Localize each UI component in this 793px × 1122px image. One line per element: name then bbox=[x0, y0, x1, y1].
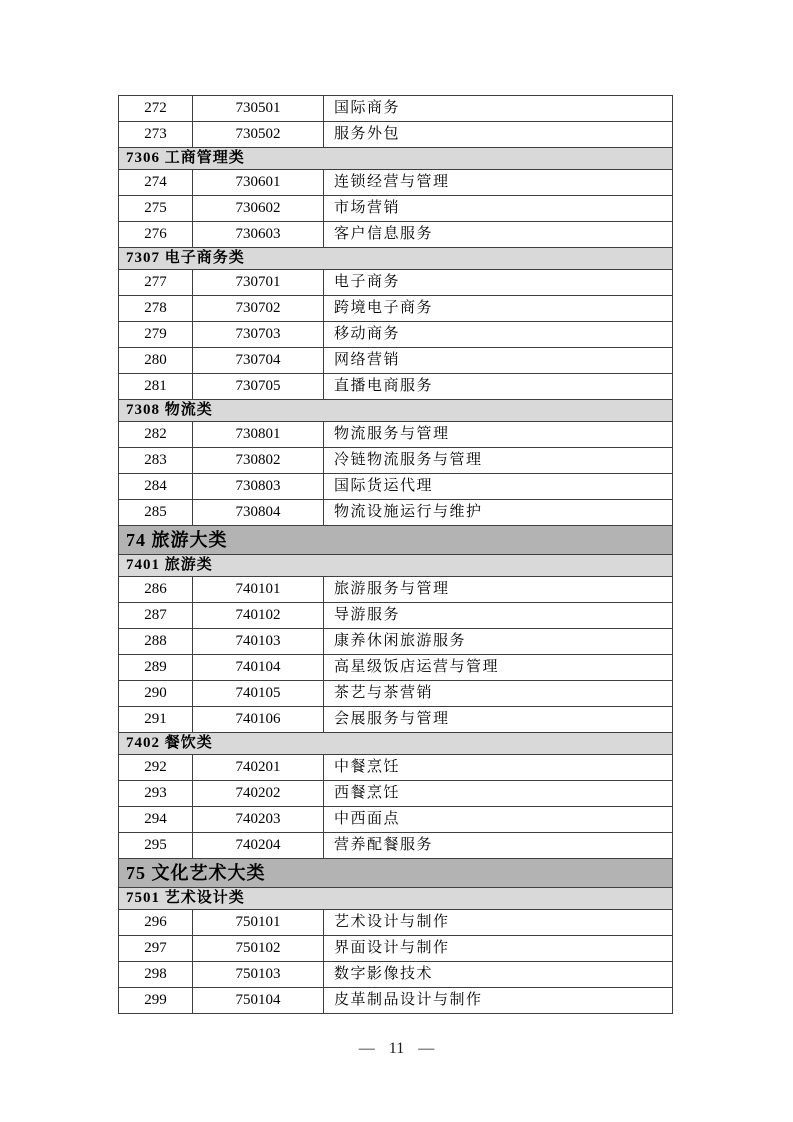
table-row bbox=[119, 422, 673, 448]
table-row bbox=[119, 122, 673, 148]
name-cell: 中餐烹饪 bbox=[324, 755, 673, 781]
code-cell: 730601 bbox=[193, 170, 324, 196]
seq-cell: 285 bbox=[119, 500, 193, 526]
seq-cell: 284 bbox=[119, 474, 193, 500]
subcategory-header-row bbox=[119, 400, 673, 422]
table-row bbox=[119, 170, 673, 196]
category-header-label: 74 旅游大类 bbox=[119, 526, 673, 555]
code-cell: 730502 bbox=[193, 122, 324, 148]
seq-cell: 277 bbox=[119, 270, 193, 296]
table-body bbox=[119, 96, 673, 1014]
name-cell: 营养配餐服务 bbox=[324, 833, 673, 859]
name-cell: 界面设计与制作 bbox=[324, 936, 673, 962]
name-cell: 市场营销 bbox=[324, 196, 673, 222]
seq-cell: 279 bbox=[119, 322, 193, 348]
table-row bbox=[119, 296, 673, 322]
category-header-label: 75 文化艺术大类 bbox=[119, 859, 673, 888]
code-cell: 730501 bbox=[193, 96, 324, 122]
seq-cell: 295 bbox=[119, 833, 193, 859]
name-cell: 国际货运代理 bbox=[324, 474, 673, 500]
code-cell: 730701 bbox=[193, 270, 324, 296]
table-row bbox=[119, 655, 673, 681]
seq-cell: 278 bbox=[119, 296, 193, 322]
seq-cell: 289 bbox=[119, 655, 193, 681]
code-cell: 750102 bbox=[193, 936, 324, 962]
category-header-row bbox=[119, 859, 673, 888]
table-row bbox=[119, 222, 673, 248]
code-cell: 740203 bbox=[193, 807, 324, 833]
table-row bbox=[119, 196, 673, 222]
name-cell: 旅游服务与管理 bbox=[324, 577, 673, 603]
seq-cell: 287 bbox=[119, 603, 193, 629]
code-cell: 740102 bbox=[193, 603, 324, 629]
code-cell: 730602 bbox=[193, 196, 324, 222]
name-cell: 服务外包 bbox=[324, 122, 673, 148]
name-cell: 西餐烹饪 bbox=[324, 781, 673, 807]
name-cell: 导游服务 bbox=[324, 603, 673, 629]
code-cell: 740104 bbox=[193, 655, 324, 681]
name-cell: 冷链物流服务与管理 bbox=[324, 448, 673, 474]
code-cell: 730702 bbox=[193, 296, 324, 322]
table-row bbox=[119, 681, 673, 707]
subcategory-header-label: 7308 物流类 bbox=[119, 400, 673, 422]
code-cell: 730703 bbox=[193, 322, 324, 348]
name-cell: 中西面点 bbox=[324, 807, 673, 833]
majors-table bbox=[118, 95, 673, 1014]
code-cell: 750103 bbox=[193, 962, 324, 988]
subcategory-header-row bbox=[119, 148, 673, 170]
table-row bbox=[119, 781, 673, 807]
seq-cell: 294 bbox=[119, 807, 193, 833]
table-row bbox=[119, 474, 673, 500]
subcategory-header-row bbox=[119, 733, 673, 755]
code-cell: 740101 bbox=[193, 577, 324, 603]
seq-cell: 296 bbox=[119, 910, 193, 936]
seq-cell: 297 bbox=[119, 936, 193, 962]
seq-cell: 272 bbox=[119, 96, 193, 122]
code-cell: 750101 bbox=[193, 910, 324, 936]
name-cell: 康养休闲旅游服务 bbox=[324, 629, 673, 655]
table-row bbox=[119, 910, 673, 936]
seq-cell: 280 bbox=[119, 348, 193, 374]
seq-cell: 282 bbox=[119, 422, 193, 448]
seq-cell: 274 bbox=[119, 170, 193, 196]
name-cell: 物流服务与管理 bbox=[324, 422, 673, 448]
page-number: — 11 — bbox=[358, 1040, 435, 1057]
seq-cell: 291 bbox=[119, 707, 193, 733]
code-cell: 740201 bbox=[193, 755, 324, 781]
table-row bbox=[119, 322, 673, 348]
name-cell: 皮革制品设计与制作 bbox=[324, 988, 673, 1014]
seq-cell: 281 bbox=[119, 374, 193, 400]
seq-cell: 290 bbox=[119, 681, 193, 707]
name-cell: 高星级饭店运营与管理 bbox=[324, 655, 673, 681]
name-cell: 艺术设计与制作 bbox=[324, 910, 673, 936]
seq-cell: 288 bbox=[119, 629, 193, 655]
name-cell: 茶艺与茶营销 bbox=[324, 681, 673, 707]
name-cell: 电子商务 bbox=[324, 270, 673, 296]
subcategory-header-row bbox=[119, 555, 673, 577]
seq-cell: 293 bbox=[119, 781, 193, 807]
name-cell: 物流设施运行与维护 bbox=[324, 500, 673, 526]
table-row bbox=[119, 577, 673, 603]
table-row bbox=[119, 936, 673, 962]
code-cell: 730802 bbox=[193, 448, 324, 474]
code-cell: 750104 bbox=[193, 988, 324, 1014]
code-cell: 730704 bbox=[193, 348, 324, 374]
seq-cell: 292 bbox=[119, 755, 193, 781]
code-cell: 740204 bbox=[193, 833, 324, 859]
seq-cell: 276 bbox=[119, 222, 193, 248]
subcategory-header-label: 7307 电子商务类 bbox=[119, 248, 673, 270]
name-cell: 移动商务 bbox=[324, 322, 673, 348]
subcategory-header-label: 7306 工商管理类 bbox=[119, 148, 673, 170]
table-row bbox=[119, 500, 673, 526]
seq-cell: 273 bbox=[119, 122, 193, 148]
table-row bbox=[119, 270, 673, 296]
name-cell: 网络营销 bbox=[324, 348, 673, 374]
name-cell: 国际商务 bbox=[324, 96, 673, 122]
table-row bbox=[119, 96, 673, 122]
table-row bbox=[119, 629, 673, 655]
seq-cell: 298 bbox=[119, 962, 193, 988]
seq-cell: 275 bbox=[119, 196, 193, 222]
subcategory-header-row bbox=[119, 888, 673, 910]
name-cell: 数字影像技术 bbox=[324, 962, 673, 988]
table-row bbox=[119, 707, 673, 733]
seq-cell: 283 bbox=[119, 448, 193, 474]
name-cell: 客户信息服务 bbox=[324, 222, 673, 248]
code-cell: 730705 bbox=[193, 374, 324, 400]
subcategory-header-label: 7401 旅游类 bbox=[119, 555, 673, 577]
code-cell: 740105 bbox=[193, 681, 324, 707]
code-cell: 740202 bbox=[193, 781, 324, 807]
name-cell: 连锁经营与管理 bbox=[324, 170, 673, 196]
category-header-row bbox=[119, 526, 673, 555]
name-cell: 跨境电子商务 bbox=[324, 296, 673, 322]
table-row bbox=[119, 448, 673, 474]
code-cell: 740106 bbox=[193, 707, 324, 733]
subcategory-header-row bbox=[119, 248, 673, 270]
table-row bbox=[119, 374, 673, 400]
table-row bbox=[119, 603, 673, 629]
code-cell: 730804 bbox=[193, 500, 324, 526]
seq-cell: 299 bbox=[119, 988, 193, 1014]
code-cell: 730803 bbox=[193, 474, 324, 500]
table-row bbox=[119, 807, 673, 833]
name-cell: 直播电商服务 bbox=[324, 374, 673, 400]
table-row bbox=[119, 348, 673, 374]
name-cell: 会展服务与管理 bbox=[324, 707, 673, 733]
code-cell: 730801 bbox=[193, 422, 324, 448]
code-cell: 730603 bbox=[193, 222, 324, 248]
subcategory-header-label: 7402 餐饮类 bbox=[119, 733, 673, 755]
table-row bbox=[119, 755, 673, 781]
table-row bbox=[119, 988, 673, 1014]
subcategory-header-label: 7501 艺术设计类 bbox=[119, 888, 673, 910]
code-cell: 740103 bbox=[193, 629, 324, 655]
table-row bbox=[119, 833, 673, 859]
table-row bbox=[119, 962, 673, 988]
seq-cell: 286 bbox=[119, 577, 193, 603]
